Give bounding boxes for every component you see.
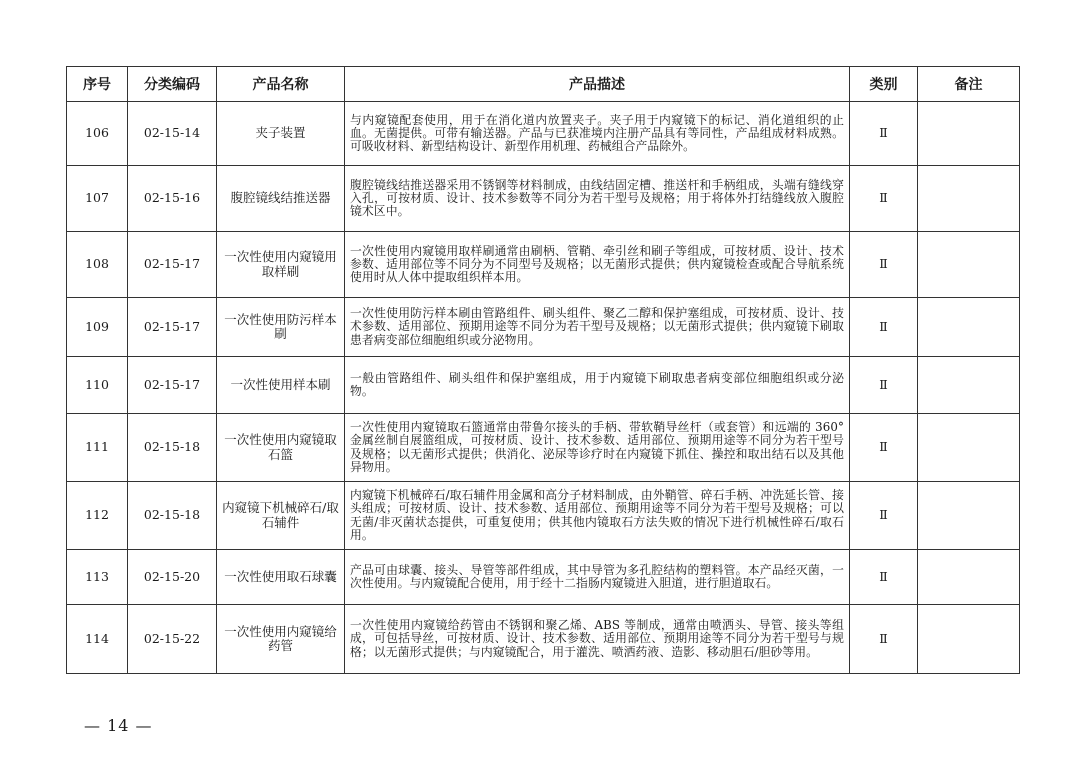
page-number: — 14 — — [84, 716, 153, 735]
note-cell — [918, 298, 1020, 357]
class-cell: Ⅱ — [850, 232, 918, 298]
note-cell — [918, 550, 1020, 605]
desc-cell: 一次性使用内窥镜用取样刷通常由刷柄、管鞘、牵引丝和刷子等组成，可按材质、设计、技术参数、适用部位等不同分为不同型号及规格；以无菌形式提供；供内窥镜检查或配合导航系统使用时从人体中提取组织样本用。 — [345, 232, 850, 298]
table-row — [67, 605, 1020, 674]
note-cell — [918, 166, 1020, 232]
catalog-table — [66, 66, 1020, 674]
header-class: 类别 — [850, 67, 918, 102]
name-cell: 一次性使用内窥镜给药管 — [217, 605, 345, 674]
code-cell: 02-15-14 — [128, 102, 217, 166]
class-cell: Ⅱ — [850, 482, 918, 550]
name-cell: 一次性使用样本刷 — [217, 357, 345, 414]
table-row — [67, 550, 1020, 605]
note-cell — [918, 482, 1020, 550]
seq-cell: 109 — [67, 298, 128, 357]
class-cell: Ⅱ — [850, 605, 918, 674]
name-cell: 一次性使用取石球囊 — [217, 550, 345, 605]
desc-cell: 与内窥镜配套使用，用于在消化道内放置夹子。夹子用于内窥镜下的标记、消化道组织的止血。无菌提供。可带有输送器。产品与已获准境内注册产品具有等同性，产品组成材料成熟。可吸收材料、新型结构设计、新型作用机理、药械组合产品除外。 — [345, 102, 850, 166]
note-cell — [918, 605, 1020, 674]
desc-cell: 一次性使用内窥镜给药管由不锈钢和聚乙烯、ABS 等制成，通常由喷洒头、导管、接头等组成，可包括导丝，可按材质、设计、技术参数、适用部位、预期用途等不同分为若干型号与规格；以无菌形式提供；与内窥镜配合，用于灌洗、喷洒药液、造影、移动胆石/胆砂等用。 — [345, 605, 850, 674]
table-row — [67, 102, 1020, 166]
name-cell: 腹腔镜线结推送器 — [217, 166, 345, 232]
header-seq: 序号 — [67, 67, 128, 102]
seq-cell: 113 — [67, 550, 128, 605]
header-note: 备注 — [918, 67, 1020, 102]
code-cell: 02-15-17 — [128, 357, 217, 414]
class-cell: Ⅱ — [850, 414, 918, 482]
seq-cell: 108 — [67, 232, 128, 298]
class-cell: Ⅱ — [850, 550, 918, 605]
note-cell — [918, 414, 1020, 482]
code-cell: 02-15-18 — [128, 414, 217, 482]
desc-cell: 内窥镜下机械碎石/取石辅件用金属和高分子材料制成，由外鞘管、碎石手柄、冲洗延长管、接头组成；可按材质、设计、技术参数、适用部位、预期用途等不同分为若干型号及规格；可以无菌/非灭菌状态提供，可重复使用；供其他内镜取石方法失败的情况下进行机械性碎石/取石用。 — [345, 482, 850, 550]
desc-cell: 一次性使用防污样本刷由管路组件、刷头组件、聚乙二醇和保护塞组成，可按材质、设计、技术参数、适用部位、预期用途等不同分为若干型号及规格；以无菌形式提供；供内窥镜下刷取患者病变部位细胞组织或分泌物用。 — [345, 298, 850, 357]
table-row — [67, 482, 1020, 550]
note-cell — [918, 102, 1020, 166]
header-desc: 产品描述 — [345, 67, 850, 102]
header-name: 产品名称 — [217, 67, 345, 102]
table-row — [67, 414, 1020, 482]
table-row — [67, 298, 1020, 357]
class-cell: Ⅱ — [850, 298, 918, 357]
header-code: 分类编码 — [128, 67, 217, 102]
note-cell — [918, 232, 1020, 298]
code-cell: 02-15-22 — [128, 605, 217, 674]
desc-cell: 一次性使用内窥镜取石篮通常由带鲁尔接头的手柄、带软鞘导丝杆（或套管）和远端的 360° 金属丝制自展篮组成，可按材质、设计、技术参数、适用部位、预期用途等不同分为若干型号及规格；以无菌形式提供；供消化、泌尿等诊疗时在内窥镜下抓住、操控和取出结石以及其他异物用。 — [345, 414, 850, 482]
name-cell: 一次性使用内窥镜用取样刷 — [217, 232, 345, 298]
table-row — [67, 166, 1020, 232]
seq-cell: 107 — [67, 166, 128, 232]
seq-cell: 112 — [67, 482, 128, 550]
code-cell: 02-15-17 — [128, 298, 217, 357]
seq-cell: 114 — [67, 605, 128, 674]
desc-cell: 产品可由球囊、接头、导管等部件组成，其中导管为多孔腔结构的塑料管。本产品经灭菌，一次性使用。与内窥镜配合使用，用于经十二指肠内窥镜进入胆道，进行胆道取石。 — [345, 550, 850, 605]
table-row — [67, 232, 1020, 298]
desc-cell: 一般由管路组件、刷头组件和保护塞组成，用于内窥镜下刷取患者病变部位细胞组织或分泌物。 — [345, 357, 850, 414]
seq-cell: 106 — [67, 102, 128, 166]
code-cell: 02-15-20 — [128, 550, 217, 605]
class-cell: Ⅱ — [850, 357, 918, 414]
seq-cell: 110 — [67, 357, 128, 414]
name-cell: 内窥镜下机械碎石/取石辅件 — [217, 482, 345, 550]
code-cell: 02-15-18 — [128, 482, 217, 550]
class-cell: Ⅱ — [850, 102, 918, 166]
code-cell: 02-15-17 — [128, 232, 217, 298]
name-cell: 夹子装置 — [217, 102, 345, 166]
name-cell: 一次性使用防污样本刷 — [217, 298, 345, 357]
note-cell — [918, 357, 1020, 414]
class-cell: Ⅱ — [850, 166, 918, 232]
name-cell: 一次性使用内窥镜取石篮 — [217, 414, 345, 482]
seq-cell: 111 — [67, 414, 128, 482]
table-row — [67, 357, 1020, 414]
desc-cell: 腹腔镜线结推送器采用不锈钢等材料制成，由线结固定槽、推送杆和手柄组成，头端有缝线穿入孔，可按材质、设计、技术参数等不同分为若干型号及规格；用于将体外打结缝线放入腹腔镜术区中。 — [345, 166, 850, 232]
header-row — [67, 67, 1020, 102]
code-cell: 02-15-16 — [128, 166, 217, 232]
